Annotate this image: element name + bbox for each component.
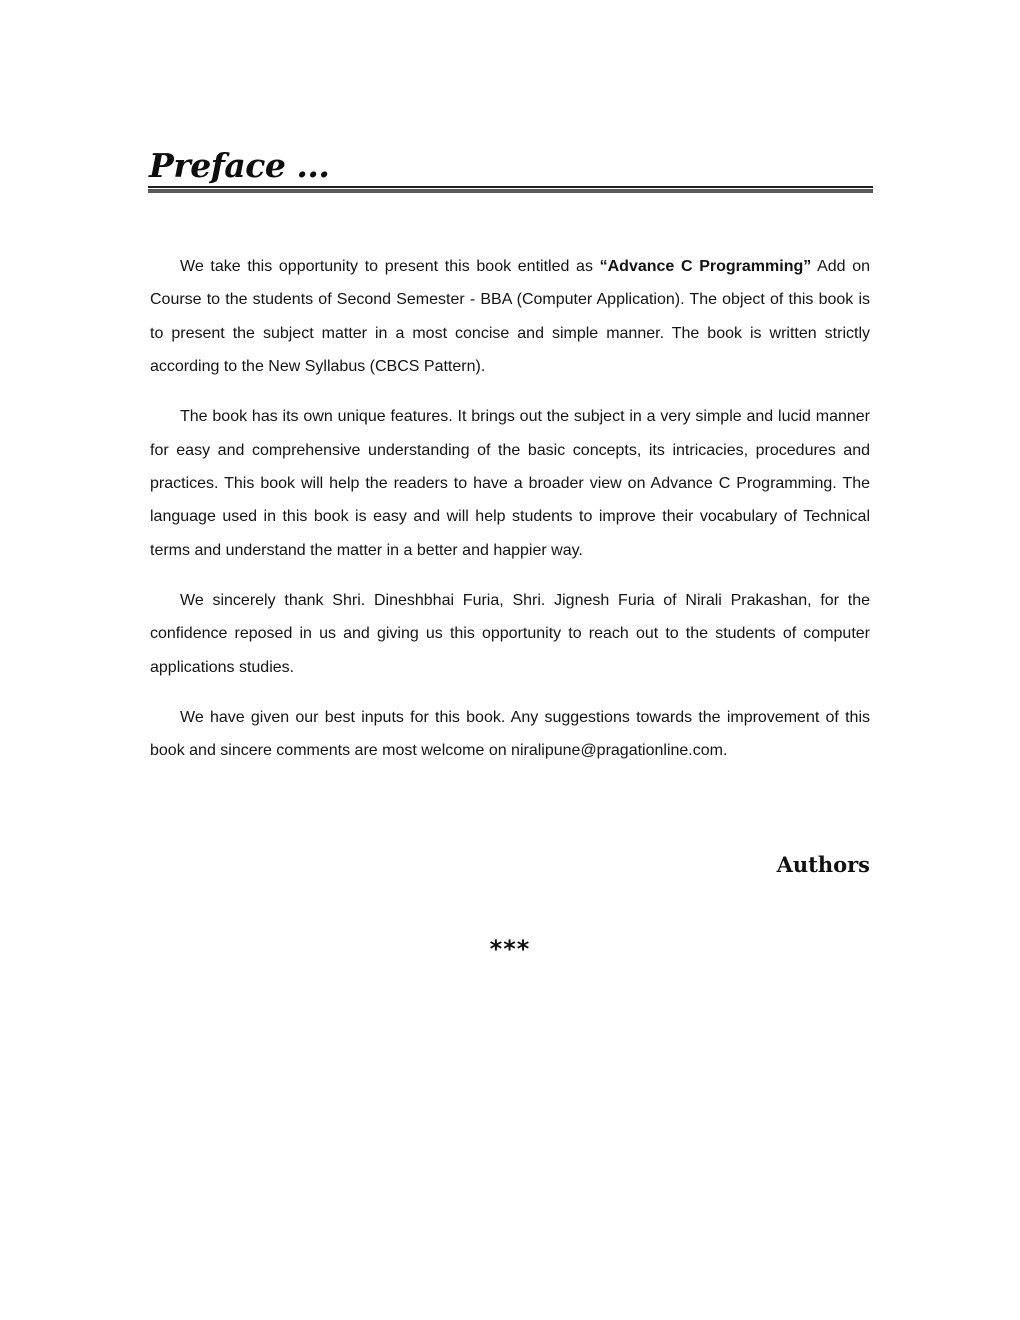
title-underline-thin — [148, 186, 873, 188]
page-title: Preface ... — [149, 146, 330, 185]
paragraph-1 — [150, 250, 870, 384]
paragraph-4: We have given our best inputs for this book. Any suggestions towards the improvement of this book and sincere comments are most welcome on niralipune@pragationline.com. — [150, 708, 870, 760]
paragraph-1-intro: We take this opportunity to present this book entitled as — [180, 258, 600, 275]
end-marker: *** — [489, 935, 531, 963]
paragraph-2: The book has its own unique features. It brings out the subject in a very simple and lucid manner for easy and comprehensive understanding of the basic concepts, its intricacies, procedures and practices. This book will help the readers to have a broader view on Advance C Programming. The language used in this book is easy and will help students to improve their vocabulary of Technical terms and understand the matter in a better and happier way. — [150, 408, 870, 559]
paragraph-1-rest: Add on Course to the students of Second Semester - BBA (Computer Application). The object of this book is to present the subject matter in a most concise and simple manner. The book is written strictly according to the New Syllabus (CBCS Pattern). — [150, 258, 871, 376]
title-underline-thick — [148, 189, 873, 193]
preface-body — [150, 250, 870, 784]
paragraph-3: We sincerely thank Shri. Dineshbhai Furia, Shri. Jignesh Furia of Nirali Prakashan, for the confidence reposed in us and giving us this opportunity to reach out to the students of computer applications studies. — [150, 591, 870, 676]
authors-signature: Authors — [776, 852, 870, 877]
book-title-emphasis: “Advance C Programming” — [599, 258, 812, 275]
